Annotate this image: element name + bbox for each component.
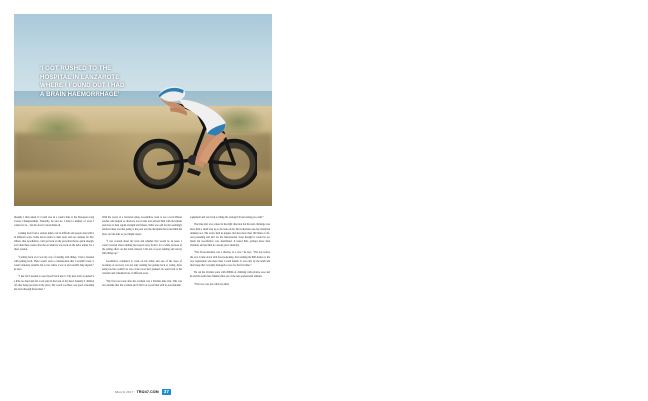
magazine-spread xyxy=(0,0,285,401)
paragraph: “Coming back on it was my way of dealing with things. I had a fixation with getting back. There wasn't even a consideration that I wouldn't train, it wasn't remotely sensible but it was where I was at and couldn't help myself,” he says. xyxy=(14,255,94,272)
site-name: TRI247.COM xyxy=(136,390,159,394)
paragraph: “I just felt I needed to ease myself back into it. The next turbo I pushed it a little too hard and felt a real pain in the back of my head. Sensibly I climbed off after being put back in my place. My coach, Joe Beer, was good at holding me back through these times.” xyxy=(14,275,94,291)
pull-quote-line-2: HOSPITAL IN LANZAROTE xyxy=(40,73,120,81)
pull-quote-line-3: WHERE I FOUND OUT I HAD xyxy=(40,82,125,90)
hero-photo xyxy=(14,14,272,206)
body-column-2 xyxy=(102,216,182,384)
paragraph: He ran the 20-mile route with 2000m of climbing with relative ease and he and his team mate finished first out of the non-professional athletes. xyxy=(190,271,270,279)
body-column-1 xyxy=(14,216,94,384)
issue-date: March 2017 xyxy=(115,390,134,394)
paragraph: equipment and was back to riding the wattage I'd been doing pre-crash.” xyxy=(190,216,264,219)
body-column-3 xyxy=(190,216,270,384)
article-body xyxy=(14,216,272,384)
paragraph: With the worry of a fractured spine, Goodfellow went to see a local Pilates teacher who helped to check he was in line and advised him with movement exercises to help regain strength and fitness. What was odd for the seemingly fearless bloke was that going to the pool was the discipline that scared him the most, not the bike as you might expect. xyxy=(102,216,182,236)
pull-quote-line-4: A BRAIN HAEMORRHAGE' xyxy=(40,90,120,98)
paragraph: Goodfellow continued to work on his rehab and one of his steps of focusing on recovery was not only training but getting back to racing. After being told he couldn't do lots of the races he'd planned, he went back to his calendar and scheduled lots of different races. xyxy=(102,259,182,276)
paragraph: The time trial was a mere in the right direction but his next challenge was more than a small step up so he took on the Tiross-Rockies one-day mountain running race. The event, held in August, involves more than 100 miles of off-road pounding and isn't for the faint-hearted. Soon thought it would be too much but Goodfellow was determined. It tested him, perhaps more than Ironman, and put him in a strong place mentally. xyxy=(190,223,270,248)
shrub-left-icon xyxy=(24,110,91,141)
paragraph: Coming back from a serious injury can be difficult and people deal with it in different ways. Some never return to their sport and are cautious for life. Others, like Goodfellow, can't get back on the proverbial horse quick enough. Less than three weeks after the accident he was back on the turbo trainer for a short session. xyxy=(14,231,94,252)
pull-quote-line-1: 'I GOT RUSHED TO THE xyxy=(40,65,112,72)
paragraph: “This race was just what my mind xyxy=(194,282,229,286)
pull-quote xyxy=(34,60,164,105)
paragraph: “My first race back after the accident was a 28-mile time trial. This was two months after the accident and I did it on a road bike with no aerodynamic xyxy=(102,279,182,287)
paragraph: “I was worried about my neck and whether that would be an issue. I wasn't worried about running but stayed away from it for a while because of the jolting effect on the brain. Instead I did lots of pool running and slowly built things up.” xyxy=(102,239,182,256)
paragraph: “The Tiross-Rockies was a shocker of a race,” he says. “The day before the race I came down with food poisoning. Just walking the 800-metres to the race registration was more than I could handle. It was only by the tenth and final stage that I actually managed to race for the first time.” xyxy=(190,251,270,267)
page-footer xyxy=(14,388,272,396)
page-number: 37 xyxy=(163,389,169,394)
paragraph: thought, I then asked if I could race in a week's time at the European Long Course Championships. Naturally, he said no. I listed a number of races I wanted to do – but the doctor vetoed them all. xyxy=(14,216,94,228)
